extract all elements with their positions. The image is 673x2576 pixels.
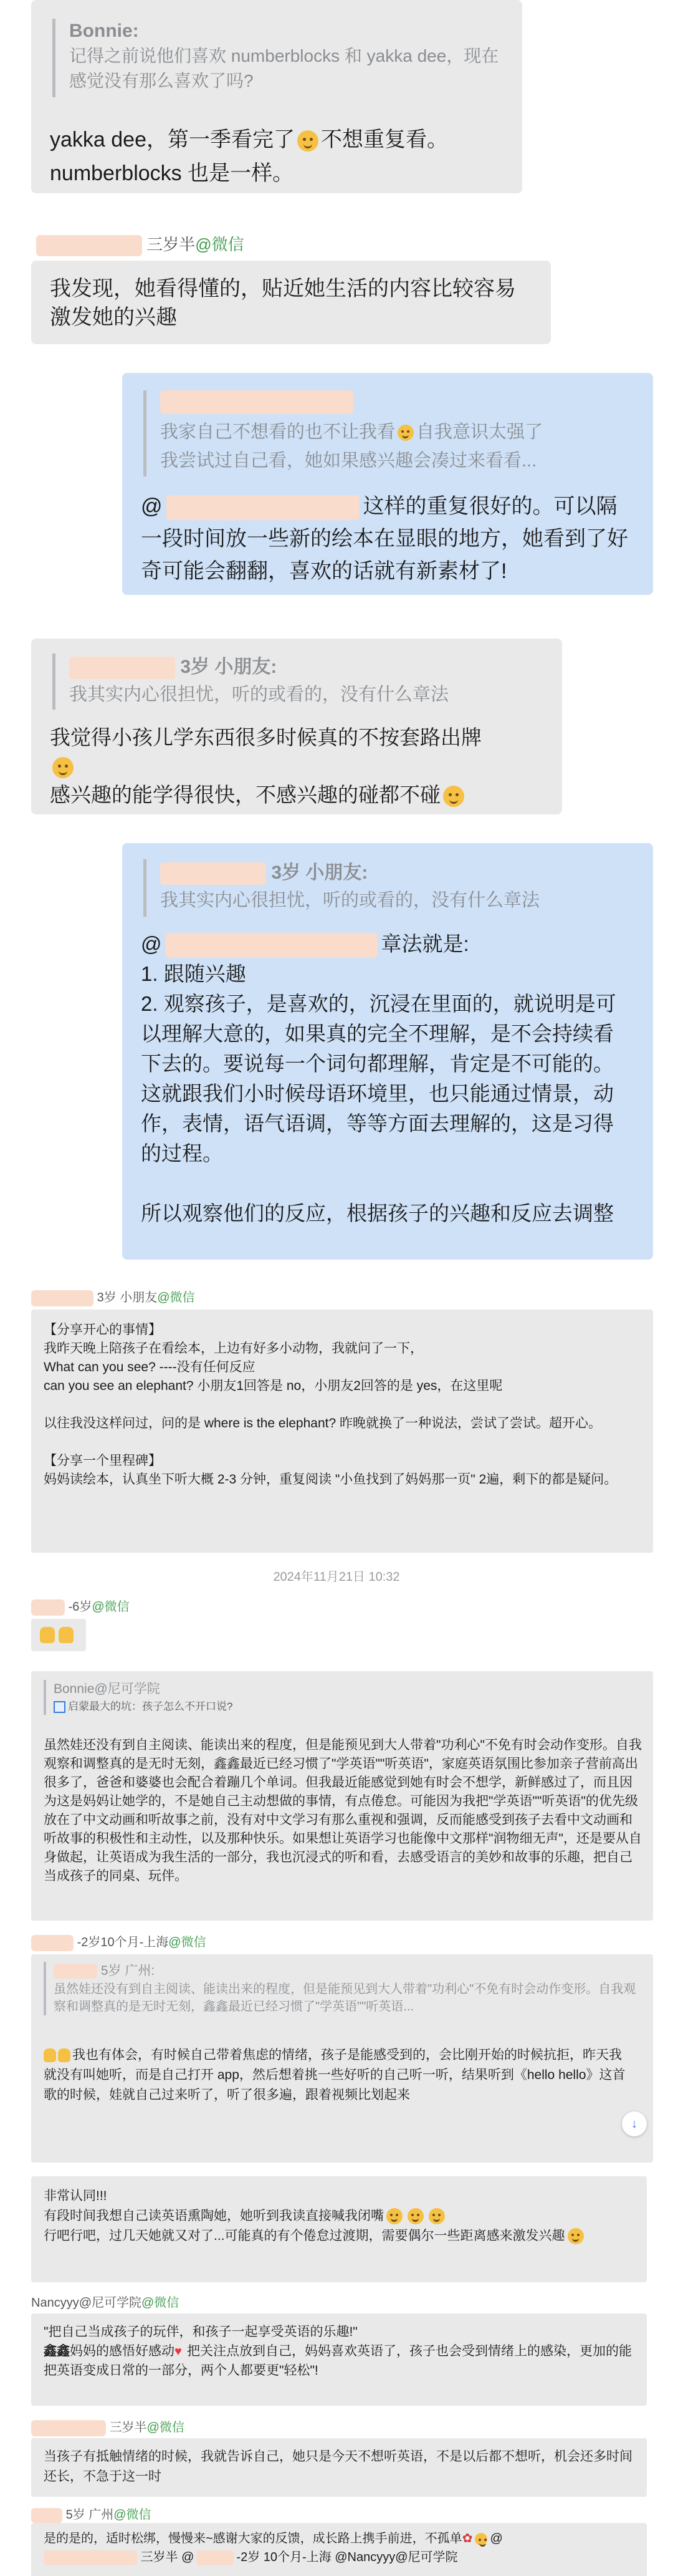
post-text: 是的是的，适时松绑，慢慢来~感谢大家的反馈，成长路上携手前进，不孤单 [44,2532,462,2545]
section-heading: 【分享开心的事情】 [44,1323,161,1337]
mention-line [141,929,633,959]
comment-card-1 [31,0,522,193]
post-text [44,2045,629,2105]
author-name: -6岁 [68,1600,92,1614]
post-line: "把自己当成孩子的玩伴，和孩子一起享受英语的乐趣!" [44,2325,358,2339]
post-card-3 [31,1671,653,1921]
post-text: 把关注点放到自己，妈妈喜欢英语了，孩子也会受到情绪上的感染，更加的能把英语变成日常的一部分，两个人都要更"轻松"! [44,2344,632,2378]
thumbs-up-icon [59,1627,74,1643]
author-source: @微信 [157,1291,195,1305]
post-card-1 [31,1310,653,1553]
point-1: 1. 跟随兴趣 [141,962,246,985]
sweat-smile-emoji-icon [429,2208,445,2224]
redacted-name [31,2508,62,2523]
mention-at[interactable]: @ [141,494,163,518]
author-name: 3岁 小朋友 [97,1291,158,1305]
scroll-to-bottom-button[interactable] [622,2111,647,2136]
redacted-mention [196,2550,234,2565]
quote-block [143,859,640,917]
quote-subtitle-text: 启蒙最大的坑：孩子怎么不开口说? [68,1700,233,1712]
quote-block [44,1962,639,2015]
mention-suffix: 章法就是: [381,932,469,955]
mention-text[interactable]: -2岁 10个月-上海 @Nancyyy@尼可学院 [236,2550,458,2564]
post-card-6 [31,2313,647,2406]
redacted-name [160,390,353,414]
quote-line-1 [160,418,640,446]
mention-at[interactable]: @ [141,932,162,955]
reply-line-1 [50,122,448,153]
comment-text-b: 感兴趣的能学得很快，不感兴趣的碰都不碰 [50,783,441,806]
quote-text: 虽然娃还没有到自主阅读、能读出来的程度，但是能预见到大人带着"功利心"不免有时会动作变形。自我观察和调整真的是无时无刻，鑫鑫最近已经习惯了"学英语""听英语... [54,1982,636,2014]
reply-text: 这样的重复很好的。可以隔一段时间放一些新的绘本在显眼的地方，她看到了好奇可能会翻翻，喜欢的话就有新素材了! [141,494,628,583]
post-line [44,2226,629,2246]
sweat-smile-emoji-icon [297,130,318,152]
post-body [44,2186,629,2246]
sweat-smile-emoji-icon [443,786,464,807]
redacted-name [36,235,142,256]
post-text-bold: 鑫鑫 [44,2344,70,2358]
post-line [44,2548,636,2567]
sweat-smile-emoji-icon [408,2208,424,2224]
author-name: 三岁半 [146,235,196,254]
post-card-7 [31,2438,647,2497]
quote-author: 3岁 小朋友: [271,862,368,883]
timestamp: 2024年11月21日 10:32 [273,1570,400,1584]
post-text: 虽然娃还没有到自主阅读、能读出来的程度，但是能预见到大人带着"功利心"不免有时会动作变形。自我观察和调整真的是无时无刻，鑫鑫最近已经习惯了"学英语""听英语"，家庭英语氛围比参加亲子营前高出很多了，爸爸和婆婆也会配合着蹦几个单词。但我最近能感觉到她有时会不想学，新鲜感过了，而且因为这是妈妈让她学的，不是她自己主动想做的事情，有点倦怠。可能因为我把"学英语""听英语"的优先级放在了中文动画和听故事之前，没有对中文学习有那么重视和强调，反而能感受到孩子去看中文动画和听故事的积极性和主动性，以及那种快乐。如果想让英语学习也能像中文那样"润物细无声"，还是要从自身做起，让英语成为我生活的一部分，我也沉浸式的听和看，去感受语言的美妙和故事的乐趣，把自己当成孩子的同桌、玩伴。 [44,1738,642,1883]
section-heading: 【分享一个里程碑】 [44,1454,161,1468]
quote-line-2: 我尝试过自己看，她如果感兴趣会凑过来看看... [160,451,537,471]
post-card-4 [31,1954,653,2163]
reply-text-a: yakka dee，第一季看完了 [50,128,295,152]
reply-body [141,929,633,1228]
redacted-name [31,2420,106,2436]
redacted-name [69,657,175,679]
author-name: 三岁半 [109,2421,147,2434]
author-row [31,2504,151,2523]
post-body [44,1321,642,1489]
author-row [31,1596,130,1616]
quote-header [54,1962,639,1980]
post-line: What can you see? ----没有任何反应 [44,1360,255,1374]
author-source: @微信 [92,1600,130,1614]
author-row [31,1932,206,1951]
quote-text-b: 自我意识太强了 [416,422,543,442]
rose-icon: ✿ [462,2532,473,2545]
reply-card-2 [122,843,653,1260]
post-line [44,2342,636,2380]
reply-line-2: numberblocks 也是一样。 [50,162,294,185]
comment-card-3 [31,639,562,814]
redacted-name [31,1290,93,1306]
smile-emoji-icon [475,2533,487,2545]
author-source: @微信 [168,1936,206,1949]
quote-author: Bonnie: [69,21,139,41]
author-row [31,2417,184,2436]
thumbs-up-icon [44,2048,56,2062]
redacted-name [31,1935,74,1951]
quote-block [52,654,555,710]
point-2: 2. 观察孩子，是喜欢的，沉浸在里面的，就说明是可以理解大意的，如果真的完全不理解，是不会持续看下去的。要说每一个词句都理解，肯定是不可能的。这就跟我们小时候母语环境里，也只能通过情景，动作，表情，语气语调，等等方面去理解的，这是习得的过程。 [141,992,616,1165]
post-line: 非常认同!!! [44,2189,107,2203]
post-text: 行吧行吧，过几天她就又对了...可能真的有个倦怠过渡期，需要偶尔一些距离感来激发兴趣 [44,2229,565,2243]
post-line: 妈妈读绘本，认真坐下听大概 2-3 分钟，重复阅读 "小鱼找到了妈妈那一页" 2遍，剩下的都是疑问。 [44,1472,618,1487]
author-source: @微信 [146,2421,184,2434]
author-name: Nancyyy@尼可学院 [31,2296,141,2310]
redacted-mention [166,495,360,520]
thumbs-up-icon [40,1627,55,1643]
post-text-body: 我也有体会，有时候自己带着焦虑的情绪，孩子是能感受到的，会比刚开始的时候抗拒，昨天我就没有叫她听，而是自己打开 app，然后想着挑一些好听的自己听一听，结果听到《hello hello》这首歌的时候，娃就自己过来听了，听了很多遍，跟着视频比划起来 [44,2048,626,2102]
post-body [44,2322,636,2380]
redacted-mention [166,933,378,958]
quote-author: 3岁 小朋友: [180,657,277,677]
mention-at[interactable]: @ [490,2532,503,2545]
reply-card-1 [122,373,653,595]
redacted-mention [44,2550,137,2565]
comment-text-a: 我觉得小孩儿学东西很多时候真的不按套路出牌 [50,726,482,749]
author-name: -2岁10个月-上海 [77,1936,169,1949]
quote-text: 我其实内心很担忧，听的或看的，没有什么章法 [160,890,540,910]
redacted-name [54,1964,97,1979]
post-body [44,2529,636,2567]
double-chevron-down-icon: ↓ [631,2117,637,2131]
post-line [44,2529,636,2548]
redacted-name [160,862,266,885]
author-source: @微信 [195,235,244,254]
angry-face-emoji-icon [398,425,414,441]
quote-header [69,654,555,681]
quote-text: 我其实内心很担忧，听的或看的，没有什么章法 [69,685,449,705]
post-text: 当孩子有抵触情绪的时候，我就告诉自己，她只是今天不想听英语，不是以后都不想听，机会还多时间还长，不急于这一时 [44,2449,632,2484]
post-text: 有段时间我想自己读英语熏陶她，她听到我读直接喊我闭嘴 [44,2209,384,2223]
quote-text-a: 我家自己不想看的也不让我看 [160,422,396,442]
post-text: 妈妈的感悟好感动 [70,2344,174,2358]
heart-icon: ♥ [174,2345,182,2359]
quote-block [44,1680,614,1715]
quote-text: 记得之前说他们喜欢 numberblocks 和 yakka dee，现在感觉没有那么喜欢了吗? [69,46,499,90]
post-card-8 [31,2523,647,2576]
conclusion: 所以观察他们的反应，根据孩子的兴趣和反应去调整 [141,1202,614,1225]
sweat-smile-emoji-icon [386,2208,403,2224]
sweat-smile-emoji-icon [568,2228,584,2244]
post-line: can you see an elephant? 小朋友1回答是 no，小朋友2回答的是 yes，在这里呢 [44,1379,503,1393]
author-source: @微信 [113,2508,151,2522]
post-card-2 [31,1619,86,1651]
redacted-name [31,1599,65,1616]
comment-line-1 [50,723,542,781]
quote-header [160,859,640,887]
author-row [36,232,244,256]
post-line: 以往我没这样问过，问的是 where is the elephant? 昨晚就换了一种说法，尝试了尝试。超开心。 [44,1416,601,1430]
author-row [31,2292,179,2310]
author-source: @微信 [141,2296,179,2310]
reply-body [141,490,633,587]
comment-text: 我发现，她看得懂的，贴近她生活的内容比较容易激发她的兴趣 [50,277,516,329]
checkbox-icon [54,1701,65,1713]
sweat-smile-emoji-icon [52,757,74,778]
author-row [31,1287,195,1306]
post-line [44,2206,629,2226]
quote-author: 5岁 广州: [100,1964,155,1978]
comment-line-2 [50,781,542,809]
thumbs-up-icon [58,2048,70,2062]
comment-card-2 [31,261,551,344]
quote-author: Bonnie@尼可学院 [54,1682,160,1696]
quote-subtitle [54,1699,614,1715]
author-name: 5岁 广州 [65,2508,114,2522]
mention-text[interactable]: 三岁半 @ [140,2550,194,2564]
quote-block [143,390,640,476]
reply-text-b: 不想重复看。 [321,128,448,152]
quote-block [52,19,505,97]
post-card-5 [31,2176,647,2282]
post-line: 我昨天晚上陪孩子在看绘本，上边有好多小动物，我就问了一下， [44,1341,423,1356]
